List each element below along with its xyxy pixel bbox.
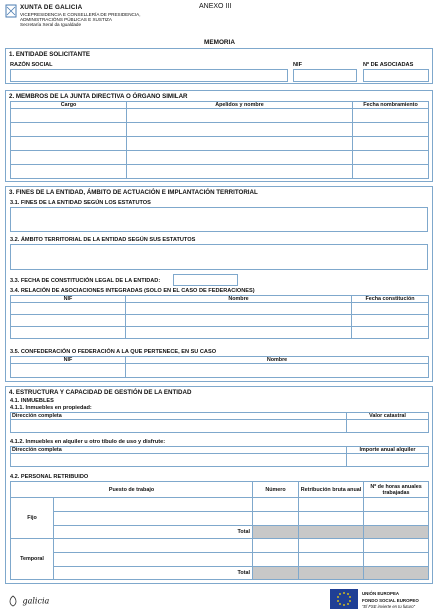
galicia-logo — [8, 592, 49, 610]
fijo-retribucion-cell[interactable] — [299, 512, 364, 526]
col-direccion: Dirección completa — [11, 447, 347, 454]
fijo-retribucion-cell[interactable] — [299, 498, 364, 512]
table-row[interactable] — [11, 151, 429, 165]
ambito-label: 3.2. ÁMBITO TERRITORIAL DE LA ENTIDAD SEGÚN SUS ESTATUTOS — [10, 237, 196, 243]
section-estructura — [5, 386, 433, 584]
temporal-retribucion-cell[interactable] — [299, 539, 364, 553]
fijo-numero-cell[interactable] — [253, 512, 299, 526]
temporal-horas-cell[interactable] — [364, 539, 429, 553]
razon-social-field[interactable] — [10, 69, 288, 82]
table-row[interactable] — [11, 123, 429, 137]
fines-field[interactable] — [10, 207, 428, 232]
col-horas: Nº de horas anuales trabajadas — [364, 482, 429, 498]
col-puesto: Puesto de trabajo — [11, 482, 253, 498]
fijo-total-retribucion — [299, 526, 364, 539]
col-direccion: Dirección completa — [11, 413, 347, 420]
temporal-total-numero — [253, 567, 299, 580]
col-apelidos: Apelidos y nombre — [127, 102, 353, 109]
col-cargo: Cargo — [11, 102, 127, 109]
nif-label: NIF — [293, 62, 303, 68]
temporal-numero-cell[interactable] — [253, 553, 299, 567]
col-nombre: Nombre — [126, 296, 352, 303]
section-1-title: 1. ENTIDADE SOLICITANTE — [9, 51, 91, 58]
ambito-field[interactable] — [10, 244, 428, 270]
temporal-puesto-cell[interactable] — [54, 553, 253, 567]
fecha-constitucion-label: 3.3. FECHA DE CONSTITUCIÓN LEGAL DE LA ENTIDAD: — [10, 278, 161, 284]
asociadas-label: Nº DE ASOCIADAS — [363, 62, 414, 68]
temporal-total-label: Total — [54, 567, 253, 580]
eu-line-2: FONDO SOCIAL EUROPEO — [362, 598, 419, 603]
section-3-title: 3. FINES DE LA ENTIDAD, ÁMBITO DE ACTUACIÓN E IMPLANTACIÓN TERRITORIAL — [9, 189, 258, 196]
table-row[interactable] — [11, 109, 429, 123]
inmuebles-propiedad-label: 4.1.1. Inmuebles en propiedad: — [10, 405, 92, 411]
alquiler-table — [10, 446, 429, 467]
table-row[interactable] — [11, 420, 429, 433]
temporal-horas-cell[interactable] — [364, 553, 429, 567]
section-fines — [5, 186, 433, 382]
fijo-total-label: Total — [54, 526, 253, 539]
table-row[interactable] — [11, 454, 429, 467]
temporal-total-retribucion — [299, 567, 364, 580]
junta-table — [10, 101, 429, 179]
eu-flag-icon — [330, 589, 358, 609]
temporal-label: Temporal — [11, 539, 54, 580]
table-row[interactable] — [11, 303, 429, 315]
section-4-title: 4. ESTRUCTURA Y CAPACIDAD DE GESTIÓN DE LA ENTIDAD — [9, 389, 192, 396]
razon-social-label: RAZÓN SOCIAL — [10, 62, 53, 68]
asociaciones-label: 3.4. RELACIÓN DE ASOCIACIONES INTEGRADAS (SOLO EN EL CASO DE FEDERACIONES) — [10, 288, 255, 294]
page-title: MEMORIA — [204, 39, 235, 46]
section-2-title: 2. MEMBROS DE LA JUNTA DIRECTIVA O ÓRGANO SIMILAR — [9, 93, 188, 100]
xunta-shield-icon — [5, 4, 17, 18]
fijo-puesto-cell[interactable] — [54, 512, 253, 526]
table-row[interactable] — [11, 364, 429, 378]
propiedad-table — [10, 412, 429, 433]
fines-label: 3.1. FINES DE LA ENTIDAD SEGÚN LOS ESTATUTOS — [10, 200, 151, 206]
table-row[interactable] — [11, 165, 429, 179]
col-retribucion: Retribución bruta anual — [299, 482, 364, 498]
table-row[interactable] — [11, 137, 429, 151]
fijo-horas-cell[interactable] — [364, 512, 429, 526]
org-name: XUNTA DE GALICIA — [20, 4, 83, 11]
personal-table — [10, 481, 429, 580]
col-fecha-nombramiento: Fecha nombramiento — [353, 102, 429, 109]
galicia-wordmark: galicia — [22, 596, 50, 606]
col-valor-catastral: Valor catastral — [347, 413, 429, 420]
inmuebles-alquiler-label: 4.1.2. Inmuebles en alquiler u otro tíbulo de uso y disfrute: — [10, 439, 166, 445]
col-numero: Número — [253, 482, 299, 498]
fecha-constitucion-field[interactable] — [173, 274, 238, 286]
section-entidad-solicitante — [5, 48, 433, 84]
eu-line-1: UNIÓN EUROPEA — [362, 591, 400, 596]
confederacion-table — [10, 356, 429, 378]
eu-line-3: "El FSE invierte en tu futuro" — [362, 604, 416, 609]
table-row[interactable] — [11, 315, 429, 327]
fijo-total-numero — [253, 526, 299, 539]
col-importe-alquiler: Importe anual alquiler — [347, 447, 429, 454]
fijo-label: Fijo — [11, 498, 54, 539]
table-row[interactable] — [11, 327, 429, 339]
temporal-puesto-cell[interactable] — [54, 539, 253, 553]
confederacion-label: 3.5. CONFEDERACIÓN O FEDERACIÓN A LA QUE PERTENECE, EN SU CASO — [10, 349, 217, 355]
personal-label: 4.2. PERSONAL RETRIBUIDO — [10, 474, 89, 480]
nif-field[interactable] — [293, 69, 357, 82]
fijo-total-horas — [364, 526, 429, 539]
col-nif: NIF — [11, 296, 126, 303]
section-junta-directiva — [5, 90, 433, 182]
asociaciones-table — [10, 295, 429, 339]
galicia-shell-icon — [8, 595, 18, 607]
fijo-numero-cell[interactable] — [253, 498, 299, 512]
fijo-horas-cell[interactable] — [364, 498, 429, 512]
dept-line-3: Secretaría Xeral da Igualdade — [20, 22, 82, 27]
col-nif: NIF — [11, 357, 126, 364]
asociadas-field[interactable] — [363, 69, 429, 82]
temporal-retribucion-cell[interactable] — [299, 553, 364, 567]
fijo-puesto-cell[interactable] — [54, 498, 253, 512]
xunta-logo — [5, 4, 17, 23]
temporal-numero-cell[interactable] — [253, 539, 299, 553]
annex-label: ANEXO III — [199, 3, 232, 10]
col-fecha-constitucion: Fecha constitución — [352, 296, 429, 303]
col-nombre: Nombre — [126, 357, 429, 364]
dept-line-1: VICEPRESIDENCIA E CONSELLERÍA DE PRESIDENCIA, — [20, 12, 141, 17]
inmuebles-label: 4.1. INMUEBLES — [10, 398, 54, 404]
dept-line-2: ADMINISTRACIÓNS PÚBLICAS E XUSTIZA — [20, 17, 112, 22]
temporal-total-horas — [364, 567, 429, 580]
